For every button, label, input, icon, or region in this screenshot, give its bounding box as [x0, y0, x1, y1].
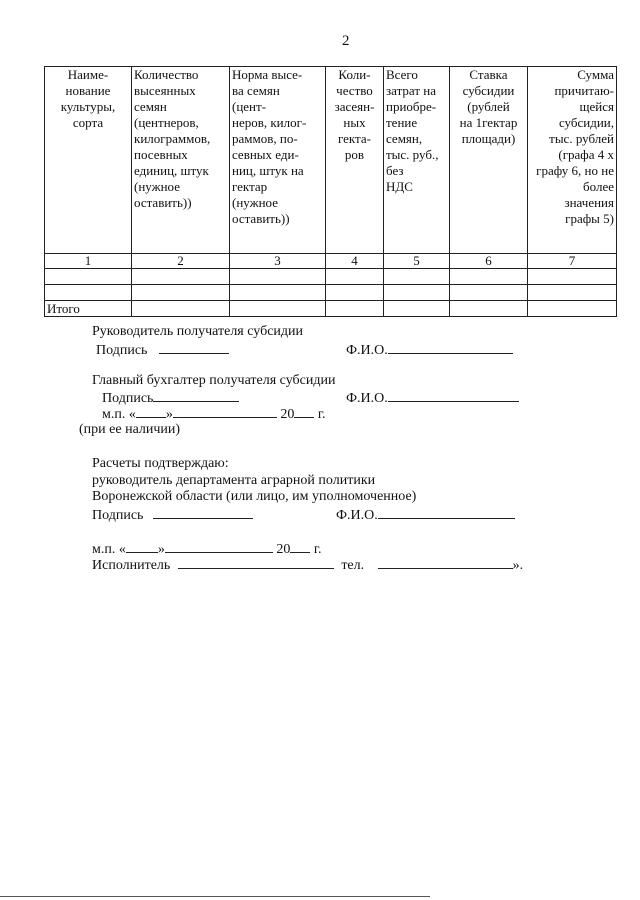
- year-prefix: 20: [276, 542, 291, 557]
- year-prefix: 20: [280, 407, 295, 422]
- mp-mid: »: [157, 542, 165, 557]
- table-cell: [230, 269, 326, 285]
- signature-label: Подпись: [102, 391, 154, 406]
- col-seed-quantity: Количество высеянных семян (центнеров, килограммов, посевных единиц, штук (нужное оставить)): [132, 67, 230, 254]
- table-cell: [132, 301, 230, 317]
- signature-blank: [153, 506, 253, 519]
- subsidy-calculation-table: [44, 66, 617, 317]
- executor-line: [92, 556, 523, 574]
- day-blank: [126, 540, 158, 553]
- table-cell: [528, 285, 617, 301]
- column-number: 1: [45, 254, 132, 269]
- signature-blank: [153, 389, 239, 402]
- footer-rule: [0, 896, 430, 897]
- dept-line-1: руководитель департамента аграрной политики: [92, 473, 376, 488]
- column-numbers-row: [45, 254, 617, 269]
- year-suffix: г.: [313, 542, 322, 557]
- mp-prefix: м.п. «: [92, 542, 126, 557]
- executor-label: Исполнитель: [92, 558, 171, 573]
- accountant-date-line: [102, 405, 326, 423]
- table-cell: [528, 301, 617, 317]
- col-crop-name: Наиме- нование культуры, сорта: [45, 67, 132, 254]
- total-label: Итого: [45, 301, 132, 317]
- year-blank: [294, 405, 314, 418]
- table-cell: [230, 301, 326, 317]
- table-cell: [132, 269, 230, 285]
- head-title: Руководитель получателя субсидии: [92, 324, 304, 339]
- column-number: 7: [528, 254, 617, 269]
- dept-fio-line: [336, 506, 515, 524]
- col-hectares: Коли- чество засеян- ных гекта- ров: [326, 67, 384, 254]
- table-cell: [384, 269, 450, 285]
- signature-blank: [159, 341, 229, 354]
- column-number: 3: [230, 254, 326, 269]
- column-number: 2: [132, 254, 230, 269]
- column-number: 5: [384, 254, 450, 269]
- table-cell: [326, 301, 384, 317]
- total-row: [45, 301, 617, 317]
- table-cell: [450, 285, 528, 301]
- year-suffix: г.: [317, 407, 326, 422]
- month-blank: [173, 405, 277, 418]
- signature-label: Подпись: [96, 343, 148, 358]
- mp-mid: »: [165, 407, 173, 422]
- closing-mark: ».: [512, 558, 524, 573]
- table-cell: [326, 285, 384, 301]
- col-subsidy-amount: Сумма причитаю- щейся субсидии, тыс. рублей (графа 4 х графу 6, но не более значения графы 5): [528, 67, 617, 254]
- table-cell: [450, 301, 528, 317]
- column-number: 4: [326, 254, 384, 269]
- accountant-title: Главный бухгалтер получателя субсидии: [92, 373, 336, 388]
- confirm-heading: Расчеты подтверждаю:: [92, 456, 229, 471]
- table-cell: [384, 301, 450, 317]
- accountant-fio-line: [346, 389, 519, 407]
- col-total-costs: Всего затрат на приобре- тение семян, тыс. руб., без НДС: [384, 67, 450, 254]
- mp-prefix: м.п. «: [102, 407, 136, 422]
- dept-line-2: Воронежской области (или лицо, им уполномоченное): [92, 489, 417, 504]
- table-cell: [230, 285, 326, 301]
- table-cell: [45, 269, 132, 285]
- head-signature-line: [96, 341, 229, 359]
- year-blank: [290, 540, 310, 553]
- tel-blank: [378, 556, 513, 569]
- col-seeding-rate: Норма высе- ва семян (цент- неров, килог- раммов, по- севных еди- ниц, штук на гектар (нужное оставить)): [230, 67, 326, 254]
- fio-label: Ф.И.О.: [336, 508, 378, 523]
- fio-blank: [378, 506, 515, 519]
- executor-blank: [178, 556, 334, 569]
- tel-label: тел.: [341, 558, 365, 573]
- dept-signature-line: [92, 506, 253, 524]
- table-header-row: [45, 67, 617, 254]
- table-cell: [132, 285, 230, 301]
- fio-blank: [388, 341, 513, 354]
- day-blank: [136, 405, 166, 418]
- table-row: [45, 269, 617, 285]
- page-number: 2: [342, 33, 350, 49]
- month-blank: [165, 540, 273, 553]
- if-any-note: (при ее наличии): [79, 422, 181, 437]
- col-subsidy-rate: Ставка субсидии (рублей на 1гектар площади): [450, 67, 528, 254]
- table-cell: [384, 285, 450, 301]
- table-cell: [45, 285, 132, 301]
- fio-blank: [388, 389, 519, 402]
- table-cell: [528, 269, 617, 285]
- head-fio-line: [346, 341, 513, 359]
- table-cell: [450, 269, 528, 285]
- table-row: [45, 285, 617, 301]
- table-cell: [326, 269, 384, 285]
- signature-label: Подпись: [92, 508, 144, 523]
- fio-label: Ф.И.О.: [346, 391, 388, 406]
- fio-label: Ф.И.О.: [346, 343, 388, 358]
- column-number: 6: [450, 254, 528, 269]
